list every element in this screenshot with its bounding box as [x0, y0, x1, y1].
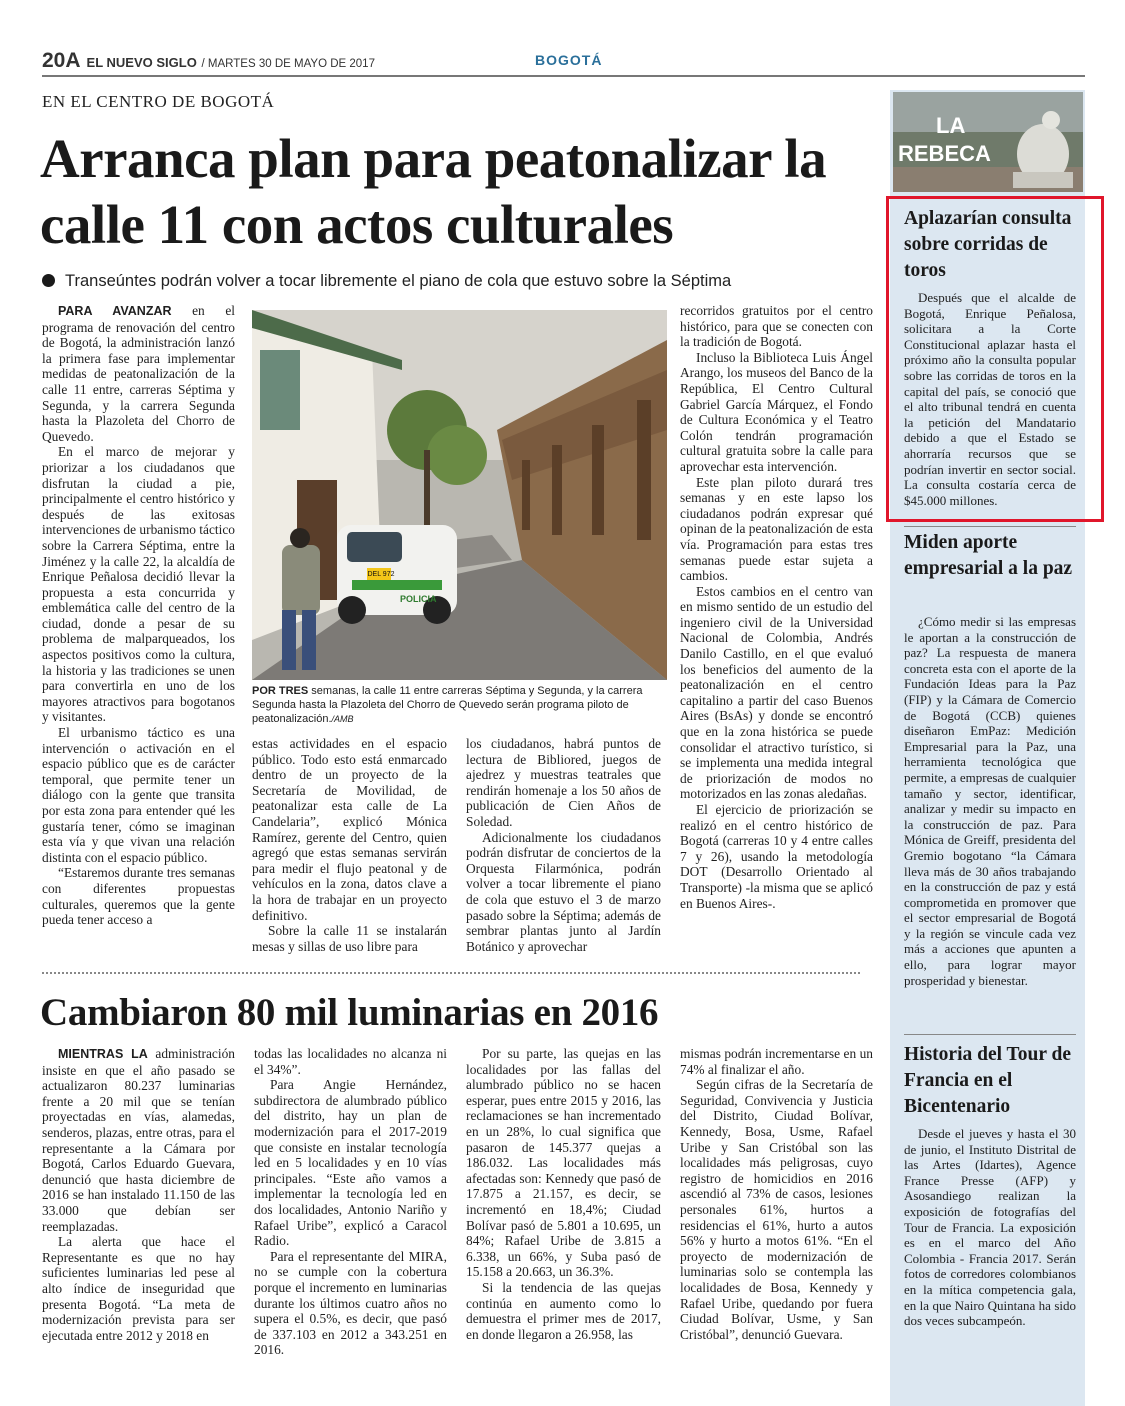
paragraph: estas actividades en el espacio público. Todo esto está enmarcado dentro de un proyecto de la Secretaría de Movilidad, de peatonalizar esta calle de La Candelaria”, explicó Mónica Ramírez, gerente del Centro, quien agregó que estas semanas servirán para medir el flujo peatonal y de vehículos en la zona, datos clave a la hora de trabajar en un proyecto definitivo.	[252, 736, 447, 923]
paragraph: Si la tendencia de las quejas continúa en aumento como lo demuestra el primer mes de 2017, en donde llegaron a 26.958, las	[466, 1279, 661, 1342]
brief1-text	[904, 290, 1076, 508]
second-headline: Cambiaron 80 mil luminarias en 2016	[40, 991, 659, 1034]
paragraph: En el marco de mejorar y priorizar a los ciudadanos que disfrutan la ciudad a pie, principalmente el centro histórico y después de las exitosas intervenciones de urbanismo táctico sobre la Carrera Séptima, entre la Jiménez y la calle 22, la alcaldía de Enrique Peñalosa decidió llevar la propuesta a esta concurrida y emblemática calle del centro de la ciudad, donde a pesar de su problema de malparqueados, los aspectos positivos como la cultura, la historia y las tradiciones se unen para convertirla en uno de los mayores atractivos para bogotanos y visitantes.	[42, 444, 235, 725]
paragraph: “Estaremos durante tres semanas con diferentes propuestas culturales, queremos que la gente pueda tener acceso a	[42, 865, 235, 928]
sidebar-divider	[904, 1034, 1076, 1035]
street-photo	[252, 310, 667, 680]
paragraph: Para el representante del MIRA, no se cumple con la cobertura porque el incremento en luminarias durante los últimos cuatro años no supera el 0.5%, es decir, que pasó de 337.103 en 2012 a 343.251 en 2016.	[254, 1248, 447, 1358]
second-column-2	[254, 1046, 447, 1392]
main-column-2	[252, 736, 447, 958]
kicker: EN EL CENTRO DE BOGOTÁ	[42, 92, 275, 111]
bullet-icon	[42, 274, 55, 287]
brief3-text	[904, 1126, 1076, 1329]
subhead-text: Transeúntes podrán volver a tocar libremente el piano de cola que estuvo sobre la Séptima	[65, 272, 732, 290]
police-text: POLICIA	[400, 594, 437, 604]
brief1-headline: Aplazarían consulta sobre corridas de toros	[904, 208, 1072, 281]
photo-illustration	[252, 310, 667, 680]
paragraph: Incluso la Biblioteca Luis Ángel Arango, los museos del Banco de la República, El Centro Cultural Gabriel García Márquez, el Fondo de Cultura Económica y el Teatro Colón tendrán programación cultural gratuita sobre la calle para aprovechar esta intervención.	[680, 349, 873, 474]
paragraph: Desde el jueves y hasta el 30 de junio, el Instituto Distrital de las Artes (Idartes), Agence France Presse (AFP) y Asosandiego realizan la exposición de fotografías del Tour de Francia. La exposición es en el marco del Año Colombia - Francia 2017. Serán fotos de corredores colombianos en la mítica competencia gala, en la que Nairo Quintana ha sido dos veces subcampeón.	[904, 1126, 1076, 1329]
paragraph: mismas podrán incrementarse en un 74% al finalizar el año.	[680, 1046, 873, 1077]
paragraph: Para Angie Hernández, subdirectora de alumbrado público del distrito, hay un plan de modernización para el 2017-2019 que consiste en instalar tecnología led en 5 localidades y en 10 vías principales. “Este año vamos a implementar la tecnología led en dos localidades, Antonio Nariño y Rafael Uribe”, explicó a Caracol Radio.	[254, 1077, 447, 1249]
plate-text: DEL 972	[367, 571, 395, 578]
paragraph: Según cifras de la Secretaría de Seguridad, Convivencia y Justicia del Distrito, Ciudad Bolívar, Kennedy, Bosa, Usme, Rafael Uribe y San Cristóbal son las localidades más peligrosas, cuyo registro de homicidios en 2016 ascendió al 73% de casos, lesiones personales 61%, hurtos a residencias el 61%, hurto a autos 56% y hurto a motos 61%. “En el proyecto de modernización de luminarias solo se contempla las localidades de Bosa, Kennedy y Rafael Uribe, quedando por fuera Ciudad Bolívar, Usme, y San Cristóbal”, denunció Guevara.	[680, 1077, 873, 1342]
caption-text: semanas, la calle 11 entre carreras Séptima y Segunda, y la carrera Segunda hasta la Plazoleta del Chorro de Quevedo serán programa piloto de peatonalización.	[252, 685, 643, 725]
paragraph: todas las localidades no alcanza ni el 34%”.	[254, 1046, 447, 1077]
feature-title-line1: LA	[936, 113, 966, 138]
paragraph: Estos cambios en el centro van en mismo sentido de un estudio del ingeniero civil de la Universidad Nacional de Colombia, Andrés Danilo Castillo, en el que evaluó los beneficios del aumento de la peatonalización en el centro capitalino a partir del caso Buenos Aires (BsAs) y donde se encontró que en la zona histórica se puede consolidar el atractivo turístico, si se implementa una medida integral de priorización de modos no motorizados en las zonas aledañas.	[680, 583, 873, 802]
article-divider	[42, 972, 860, 974]
lead-in: MIENTRAS LA	[58, 1047, 148, 1061]
photo-credit: /AMB	[331, 714, 354, 724]
paragraph: El urbanismo táctico es una intervención o activación en el espacio público que es de carácter temporal, que permite tener un diálogo con la gente que transita por esta zona para entender qué les gustaría tener, cómo se imaginan esta vía y que vivan una relación distinta con el espacio público.	[42, 725, 235, 865]
feature-title	[898, 112, 991, 168]
paragraph: los ciudadanos, habrá puntos de lectura de Bibliored, juegos de ajedrez y muestras teatrales que rendirán homenaje a los 50 años de publicación de Cien Años de Soledad.	[466, 736, 661, 829]
paragraph: Por su parte, las quejas en las localidades por las fallas del alumbrado público no se hacen esperar, pues entre 2015 y 2016, las reclamaciones se han incrementado en un 28%, lo cual significa que pasaron de 145.377 quejas a 186.032. Las localidades más afectadas son: Kennedy que pasó de 17.875 a 21.157, es decir, se incrementó en 18,4%; Ciudad Bolívar pasó de 5.801 a 10.695, un 84%; Rafael Uribe de 3.815 a 6.338, un 66%, y Suba pasó de 15.158 a 20.663, un 36.3%.	[466, 1046, 661, 1280]
main-headline: Arranca plan para peatonalizar la calle 11 con actos culturales	[40, 128, 827, 255]
publication-date: / MARTES 30 DE MAYO DE 2017	[201, 58, 375, 70]
main-column-1	[42, 303, 235, 958]
main-column-4	[680, 303, 873, 958]
brief3-headline: Historia del Tour de Francia en el Bicentenario	[904, 1044, 1072, 1117]
paragraph: Adicionalmente los ciudadanos podrán disfrutar de conciertos de la Orquesta Filarmónica, podrán volver a tocar libremente el piano de cola que estuvo el 3 de marzo pasado sobre la Séptima; además de sembrar plantas junto al Jardín Botánico y aprovechar	[466, 829, 661, 954]
caption-lead: POR TRES	[252, 685, 309, 697]
paragraph: La alerta que hace el Representante es que no hay suficientes luminarias led pese al alto índice de inseguridad que presenta Bogotá. “La meta de modernización prevista para ser ejecutada entre 2012 y 2018 en	[42, 1234, 235, 1343]
header-rule	[42, 75, 1085, 77]
photo-caption	[252, 684, 667, 726]
paragraph: administración insiste en que el año pasado se actualizaron 80.237 luminarias frente a 20 mil que se tenían proyectadas en vías, alamedas, senderos, plazas, entre otras, para el representante a la Cámara por Bogotá, Carlos Eduardo Guevara, denunció que hasta diciembre de 2016 se han instalado 11.150 de las 33.000 que debían ser reemplazadas.	[42, 1046, 235, 1234]
paragraph: Después que el alcalde de Bogotá, Enrique Peñalosa, solicitara a la Corte Constitucional aplazar hasta el próximo año la consulta popular sobre las corridas de toros en la capital del país, se conoció que el alto tribunal tendrá en cuenta la petición del Mandatario debido a que el Estado se ahorraría recursos que se podrían invertir en sector social. La consulta costaría cerca de $45.000 millones.	[904, 290, 1076, 508]
brief2-text	[904, 614, 1076, 988]
newspaper-name: EL NUEVO SIGLO	[86, 55, 197, 70]
paragraph: Este plan piloto durará tres semanas y en este lapso los ciudadanos podrán expresar qué opinan de la peatonalización de esta vía. Programación para estas tres semanas puede estar sujeta a cambios.	[680, 474, 873, 584]
brief2-headline: Miden aporte empresarial a la paz	[904, 532, 1073, 579]
second-column-3	[466, 1046, 661, 1392]
paragraph: Sobre la calle 11 se instalarán mesas y sillas de uso libre para	[252, 923, 447, 954]
second-column-4	[680, 1046, 873, 1392]
second-column-1	[42, 1046, 235, 1392]
subhead	[42, 272, 872, 291]
main-column-3	[466, 736, 661, 958]
sidebar-divider	[904, 526, 1076, 527]
section-label: BOGOTÁ	[535, 52, 603, 68]
paragraph: ¿Cómo medir si las empresas le aportan a la construcción de paz? La respuesta de manera concreta esta con el aporte de la Fundación Ideas para la Paz (FIP) y la Cámara de Comercio de Bogotá (CCB) quienes diseñaron EmPaz: Medición Empresarial para la Paz, una herramienta tecnológica que permite, a empresas de cualquier tamaño y sector, identificar, analizar y medir su impacto en la construcción de paz. Para Mónica de Greiff, presidenta del Gremio bogotano “la Cámara lleva más de 30 años trabajando en la construcción de paz y está comprometida en promover que el sector empresarial de Bogotá y la región se vincule cada vez más a acciones que apunten a ello, para lograr mayor prosperidad y bienestar.	[904, 614, 1076, 988]
paragraph: recorridos gratuitos por el centro histórico, para que se conecten con la tradición de Bogotá.	[680, 303, 873, 350]
folio	[42, 49, 375, 73]
paragraph: en el programa de renovación del centro de Bogotá, la administración lanzó la primera fase para implementar medidas de peatonalización de la calle 11 entre, carreras Séptima y Segunda, y la carrera Segunda hasta la Plazoleta del Chorro de Quevedo.	[42, 303, 235, 444]
lead-in: PARA AVANZAR	[58, 304, 172, 318]
page-number: 20A	[42, 49, 81, 72]
feature-title-line2: REBECA	[898, 141, 991, 166]
paragraph: El ejercicio de priorización se realizó en el centro histórico de Bogotá (carreras 10 y 4 entre calles 7 y 26), usando la metodología DOT (Desarrollo Orientado al Transporte) -la misma que se aplicó en Buenos Aires-.	[680, 802, 873, 911]
